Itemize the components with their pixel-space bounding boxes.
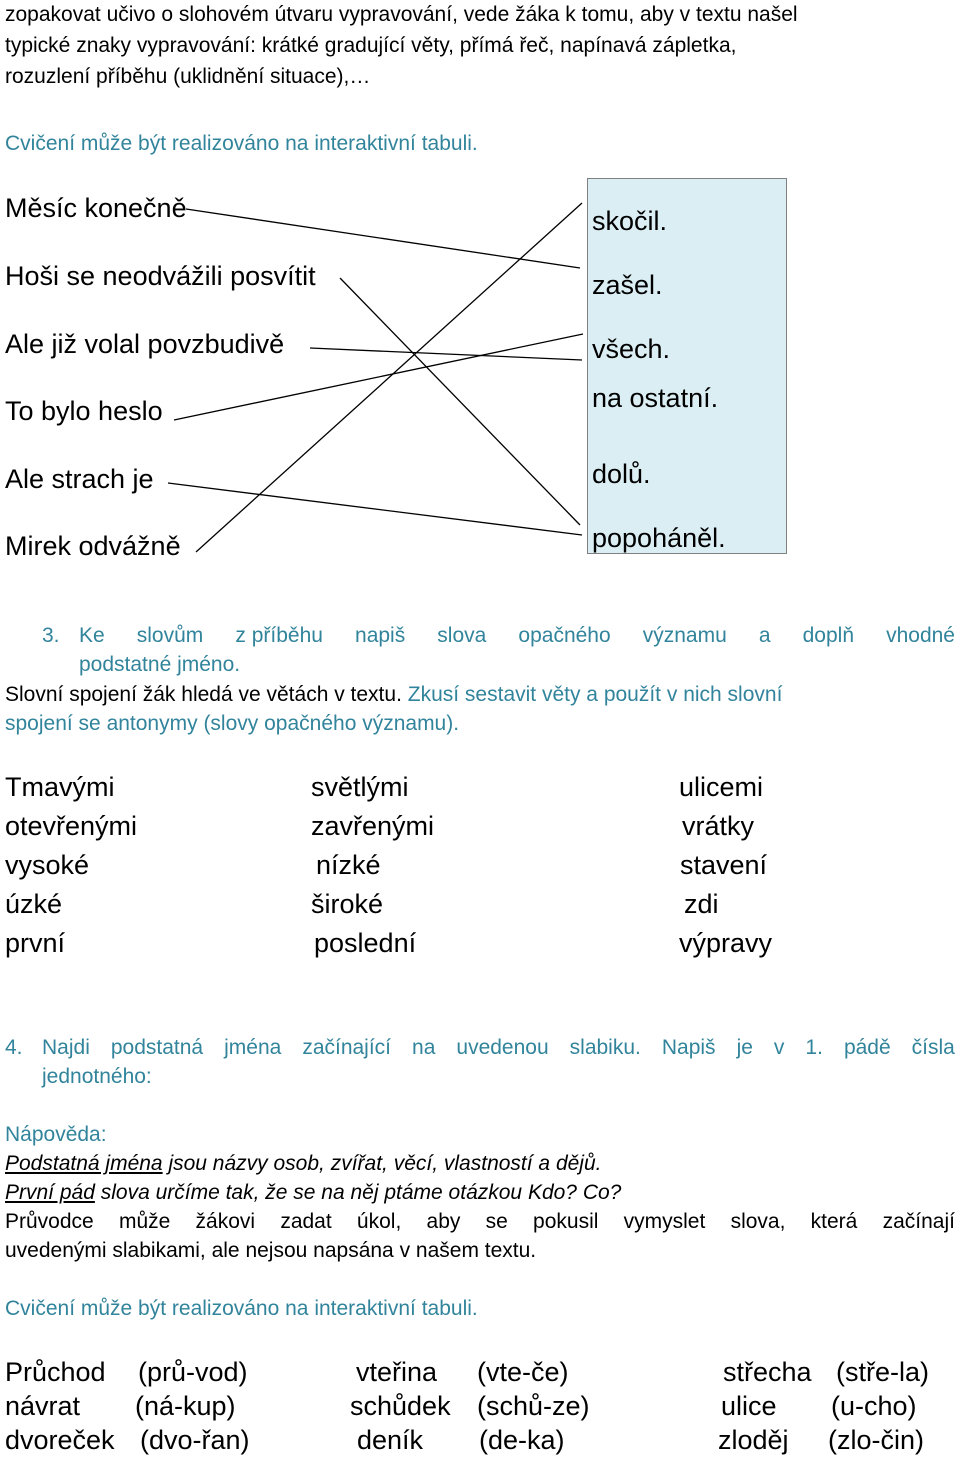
task3-word: vhodné: [886, 624, 955, 647]
syllable-hint: (vte-če): [477, 1357, 569, 1387]
match-start-5: Ale strach je: [5, 464, 154, 494]
task3-note: [5, 680, 782, 709]
task3-note-black: Slovní spojení žák hledá ve větách v textu.: [5, 683, 402, 706]
match-end-3: všech.: [592, 334, 671, 364]
antonym-cell: Tmavými: [5, 772, 115, 802]
match-line-3: [310, 348, 582, 360]
matching-lines: [0, 0, 960, 600]
syllable-word: střecha: [723, 1357, 812, 1387]
guide-line-2: uvedenými slabikami, ale nejsou napsána v našem textu.: [5, 1239, 537, 1262]
hint-title: Nápověda:: [5, 1123, 107, 1146]
match-line-5: [168, 483, 582, 535]
intro-line-3: rozuzlení příběhu (uklidnění situace),…: [5, 65, 371, 88]
task3-note-line2: spojení se antonymy (slovy opačného významu).: [5, 712, 460, 735]
antonym-cell: poslední: [314, 928, 417, 958]
guide-word: vymyslet: [623, 1210, 706, 1233]
match-start-4: To bylo heslo: [5, 396, 163, 426]
match-line-6: [196, 203, 582, 552]
match-start-1: Měsíc konečně: [5, 193, 187, 223]
task3-word: slovům: [136, 624, 204, 647]
antonym-cell: nízké: [316, 850, 381, 880]
task4-word: Najdi: [42, 1036, 90, 1059]
syllable-hint: (dvo-řan): [140, 1425, 250, 1455]
guide-word: zadat: [280, 1210, 332, 1233]
antonym-cell: zavřenými: [311, 811, 435, 841]
match-end-1: skočil.: [592, 206, 668, 236]
task4-word: slabiku.: [569, 1036, 641, 1059]
syllable-word: zloděj: [718, 1425, 789, 1455]
task4-word: čísla: [911, 1036, 955, 1059]
hint-line-1: [5, 1149, 602, 1178]
syllable-word: Průchod: [5, 1357, 106, 1387]
match-end-5: dolů.: [592, 459, 651, 489]
match-start-3: Ale již volal povzbudivě: [5, 329, 285, 359]
hint-term-nouns: Podstatná jména: [5, 1152, 163, 1175]
syllable-hint: (stře-la): [836, 1357, 929, 1387]
hint-term-first-case: První pád: [5, 1181, 95, 1204]
antonym-cell: zdi: [684, 889, 719, 919]
antonym-cell: první: [5, 928, 66, 958]
task4-word: jména: [224, 1036, 282, 1059]
task4-word: začínající: [302, 1036, 392, 1059]
match-line-1: [186, 209, 580, 268]
syllable-word: ulice: [721, 1391, 777, 1421]
syllable-hint: (zlo-čin): [828, 1425, 925, 1455]
antonym-cell: výpravy: [679, 928, 773, 958]
antonym-cell: široké: [311, 889, 384, 919]
antonym-cell: vrátky: [682, 811, 755, 841]
match-end-2: zašel.: [592, 270, 663, 300]
guide-word: se: [485, 1210, 508, 1233]
hint-line-2-rest: slova určíme tak, že se na něj ptáme otázkou Kdo? Co?: [94, 1181, 622, 1204]
task4-word: podstatná: [110, 1036, 204, 1059]
syllable-hint: (schů-ze): [477, 1391, 590, 1421]
task3-word: z příběhu: [235, 624, 323, 647]
syllable-word: deník: [357, 1425, 424, 1455]
syllable-hint: (prů-vod): [138, 1357, 248, 1387]
guide-word: pokusil: [533, 1210, 599, 1233]
task4-word: 1.: [805, 1036, 823, 1059]
task4-number: 4.: [5, 1036, 23, 1059]
task3-heading-line2: podstatné jméno.: [79, 653, 241, 676]
syllable-hint: (ná-kup): [135, 1391, 236, 1421]
task3-heading-line1: [79, 621, 955, 650]
interactive-note-2: Cvičení může být realizováno na interaktivní tabuli.: [5, 1297, 478, 1320]
syllable-word: vteřina: [356, 1357, 438, 1387]
task4-word: pádě: [843, 1036, 891, 1059]
guide-word: žákovi: [195, 1210, 256, 1233]
antonym-cell: světlými: [311, 772, 409, 802]
task3-number: 3.: [42, 624, 60, 647]
intro-line-2: typické znaky vypravování: krátké gradující věty, přímá řeč, napínavá zápletka,: [5, 34, 737, 57]
antonym-cell: otevřenými: [5, 811, 138, 841]
syllable-word: schůdek: [350, 1391, 451, 1421]
syllable-word: dvoreček: [5, 1425, 115, 1455]
match-line-4: [174, 334, 583, 420]
task3-note-teal: Zkusí sestavit věty a použít v nich slovní: [407, 683, 783, 706]
task4-word: Napiš: [661, 1036, 716, 1059]
task3-word: Ke: [79, 624, 105, 647]
task3-word: významu: [642, 624, 727, 647]
guide-word: začínají: [882, 1210, 955, 1233]
guide-word: může: [118, 1210, 171, 1233]
task3-word: a: [758, 624, 771, 647]
match-end-6: popoháněl.: [592, 523, 726, 553]
syllable-hint: (de-ka): [479, 1425, 565, 1455]
task3-word: slova: [437, 624, 487, 647]
intro-line-1: zopakovat učivo o slohovém útvaru vypravování, vede žáka k tomu, aby v textu našel: [5, 3, 798, 26]
syllable-hint: (u-cho): [831, 1391, 917, 1421]
guide-word: slova,: [730, 1210, 786, 1233]
hint-line-1-rest: jsou názvy osob, zvířat, věcí, vlastností a dějů.: [162, 1152, 602, 1175]
task4-heading-line1: [42, 1033, 955, 1062]
guide-word: aby: [426, 1210, 461, 1233]
task3-word: opačného: [518, 624, 611, 647]
match-start-6: Mirek odvážně: [5, 531, 181, 561]
guide-word: Průvodce: [5, 1210, 94, 1233]
guide-line-1: [5, 1207, 955, 1236]
antonym-cell: vysoké: [5, 850, 90, 880]
match-line-2: [340, 278, 580, 525]
syllable-word: návrat: [5, 1391, 81, 1421]
guide-word: která: [810, 1210, 858, 1233]
antonym-cell: stavení: [680, 850, 768, 880]
task3-word: doplň: [802, 624, 855, 647]
task4-word: na: [412, 1036, 436, 1059]
antonym-cell: ulicemi: [679, 772, 764, 802]
match-end-4: na ostatní.: [592, 383, 719, 413]
hint-line-2: [5, 1178, 621, 1207]
interactive-note-1: Cvičení může být realizováno na interaktivní tabuli.: [5, 132, 478, 155]
guide-word: úkol,: [356, 1210, 402, 1233]
task4-heading-line2: jednotného:: [42, 1065, 152, 1088]
antonym-cell: úzké: [5, 889, 63, 919]
match-start-2: Hoši se neodvážili posvítit: [5, 261, 316, 291]
task4-word: je: [736, 1036, 753, 1059]
task3-word: napiš: [355, 624, 406, 647]
task4-word: uvedenou: [456, 1036, 549, 1059]
task4-word: v: [773, 1036, 785, 1059]
